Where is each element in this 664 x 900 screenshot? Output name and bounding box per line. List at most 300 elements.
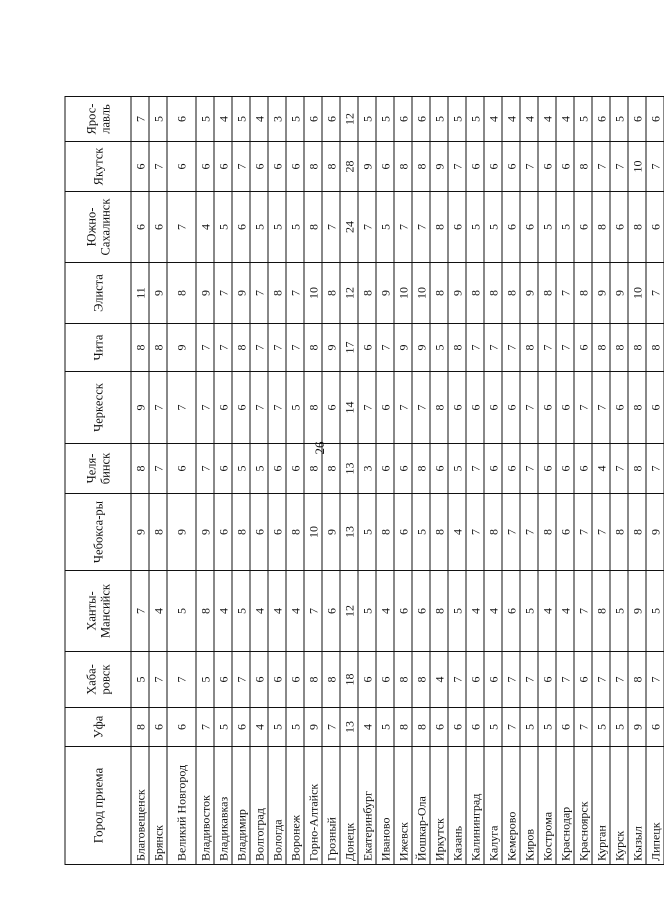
table-row: [358, 97, 376, 865]
value-cell: 5: [232, 571, 250, 652]
value-cell: 10: [628, 263, 646, 324]
table-row: [167, 97, 196, 865]
value-cell: 4: [250, 97, 268, 142]
value-cell: 5: [376, 192, 394, 263]
city-cell: Волгоград: [250, 747, 268, 865]
value-cell: 7: [484, 324, 502, 372]
value-cell: 7: [574, 494, 592, 571]
value-cell: 6: [376, 444, 394, 494]
value-cell: 10: [304, 263, 322, 324]
city-cell: Курган: [592, 747, 610, 865]
city-cell: Иркутск: [430, 747, 448, 865]
value-cell: 6: [466, 372, 484, 444]
value-cell: 9: [196, 263, 214, 324]
value-cell: 8: [412, 444, 430, 494]
value-cell: 7: [502, 652, 520, 708]
value-cell: 6: [322, 571, 340, 652]
value-cell: 9: [610, 263, 628, 324]
value-cell: 6: [556, 142, 574, 192]
value-cell: 9: [232, 263, 250, 324]
value-cell: 7: [322, 192, 340, 263]
value-cell: 8: [574, 263, 592, 324]
value-cell: 6: [322, 372, 340, 444]
value-cell: 13: [340, 494, 358, 571]
value-cell: 12: [340, 263, 358, 324]
value-cell: 7: [412, 192, 430, 263]
value-cell: 8: [592, 324, 610, 372]
city-cell: Кызыл: [628, 747, 646, 865]
city-cell: Владикавказ: [214, 747, 232, 865]
value-cell: 9: [322, 494, 340, 571]
value-cell: 17: [340, 324, 358, 372]
value-cell: 6: [538, 142, 556, 192]
value-cell: 6: [646, 708, 664, 747]
value-cell: 6: [412, 97, 430, 142]
value-cell: 8: [149, 324, 167, 372]
value-cell: 7: [149, 444, 167, 494]
value-cell: 9: [646, 494, 664, 571]
value-cell: 6: [167, 142, 196, 192]
table-row: [592, 97, 610, 865]
value-cell: 8: [430, 571, 448, 652]
value-cell: 9: [149, 263, 167, 324]
value-cell: 5: [196, 97, 214, 142]
value-cell: 7: [394, 372, 412, 444]
value-cell: 6: [646, 192, 664, 263]
value-cell: 8: [304, 324, 322, 372]
value-cell: 8: [286, 494, 304, 571]
value-cell: 9: [448, 263, 466, 324]
value-cell: 6: [394, 571, 412, 652]
value-cell: 6: [149, 708, 167, 747]
value-cell: 6: [214, 652, 232, 708]
table-row: [556, 97, 574, 865]
value-cell: 7: [610, 652, 628, 708]
table-row: [131, 97, 149, 865]
value-cell: 7: [214, 324, 232, 372]
city-cell: Владивосток: [196, 747, 214, 865]
value-cell: 5: [232, 444, 250, 494]
value-cell: 4: [376, 571, 394, 652]
city-cell: Курск: [610, 747, 628, 865]
value-cell: 5: [214, 192, 232, 263]
value-cell: 6: [149, 192, 167, 263]
value-cell: 6: [430, 444, 448, 494]
value-cell: 6: [556, 494, 574, 571]
value-cell: 6: [167, 444, 196, 494]
value-cell: 7: [268, 372, 286, 444]
value-cell: 7: [358, 192, 376, 263]
value-cell: 7: [646, 142, 664, 192]
value-cell: 6: [232, 192, 250, 263]
value-cell: 6: [376, 372, 394, 444]
value-cell: 7: [250, 263, 268, 324]
value-cell: 6: [167, 97, 196, 142]
value-cell: 8: [322, 444, 340, 494]
value-cell: 7: [232, 142, 250, 192]
value-cell: 7: [196, 372, 214, 444]
table-row: [610, 97, 628, 865]
column-header: Чита: [65, 324, 131, 372]
value-cell: 7: [592, 372, 610, 444]
value-cell: 8: [484, 263, 502, 324]
value-cell: 6: [592, 97, 610, 142]
value-cell: 6: [538, 444, 556, 494]
value-cell: 8: [149, 494, 167, 571]
value-cell: 8: [538, 494, 556, 571]
table-row: [376, 97, 394, 865]
value-cell: 7: [502, 708, 520, 747]
value-cell: 7: [556, 324, 574, 372]
value-cell: 6: [538, 652, 556, 708]
value-cell: 4: [358, 708, 376, 747]
value-cell: 9: [628, 708, 646, 747]
value-cell: 6: [448, 708, 466, 747]
value-cell: 9: [322, 324, 340, 372]
city-cell: Кострома: [538, 747, 556, 865]
value-cell: 4: [466, 571, 484, 652]
value-cell: 6: [286, 142, 304, 192]
city-cell: Йошкар-Ола: [412, 747, 430, 865]
value-cell: 6: [610, 192, 628, 263]
value-cell: 7: [131, 97, 149, 142]
value-cell: 12: [340, 97, 358, 142]
value-cell: 4: [448, 494, 466, 571]
city-cell: Вологда: [268, 747, 286, 865]
value-cell: 9: [430, 142, 448, 192]
city-cell: Иваново: [376, 747, 394, 865]
city-cell: Казань: [448, 747, 466, 865]
value-cell: 5: [430, 97, 448, 142]
value-cell: 6: [268, 142, 286, 192]
value-cell: 6: [502, 571, 520, 652]
value-cell: 8: [412, 142, 430, 192]
value-cell: 6: [358, 652, 376, 708]
column-header: Якутск: [65, 142, 131, 192]
value-cell: 10: [412, 263, 430, 324]
value-cell: 4: [592, 444, 610, 494]
value-cell: 7: [286, 324, 304, 372]
column-header: Ярос-лавль: [65, 97, 131, 142]
value-cell: 8: [430, 192, 448, 263]
value-cell: 6: [358, 324, 376, 372]
value-cell: 5: [149, 97, 167, 142]
value-cell: 7: [466, 494, 484, 571]
value-cell: 8: [430, 372, 448, 444]
column-header: Черкесск: [65, 372, 131, 444]
value-cell: 8: [628, 324, 646, 372]
value-cell: 8: [358, 263, 376, 324]
value-cell: 7: [556, 263, 574, 324]
city-cell: Краснодар: [556, 747, 574, 865]
value-cell: 7: [167, 372, 196, 444]
value-cell: 8: [322, 142, 340, 192]
value-cell: 6: [628, 97, 646, 142]
value-cell: 5: [574, 97, 592, 142]
value-cell: 8: [167, 263, 196, 324]
value-cell: 5: [520, 571, 538, 652]
value-cell: 8: [412, 652, 430, 708]
value-cell: 8: [520, 324, 538, 372]
table-row: [520, 97, 538, 865]
value-cell: 8: [628, 192, 646, 263]
value-cell: 5: [448, 571, 466, 652]
value-cell: 8: [466, 263, 484, 324]
value-cell: 7: [466, 324, 484, 372]
value-cell: 8: [394, 142, 412, 192]
city-cell: Воронеж: [286, 747, 304, 865]
table-row: [502, 97, 520, 865]
value-cell: 6: [520, 192, 538, 263]
value-cell: 7: [167, 652, 196, 708]
value-cell: 6: [484, 652, 502, 708]
value-cell: 5: [232, 97, 250, 142]
value-cell: 24: [340, 192, 358, 263]
city-cell: Горно-Алтайск: [304, 747, 322, 865]
value-cell: 7: [149, 372, 167, 444]
value-cell: 7: [376, 324, 394, 372]
value-cell: 7: [574, 571, 592, 652]
value-cell: 8: [484, 494, 502, 571]
table-row: [574, 97, 592, 865]
value-cell: 6: [574, 324, 592, 372]
column-header: Чебокса-ры: [65, 494, 131, 571]
value-cell: 7: [412, 372, 430, 444]
value-cell: 7: [131, 571, 149, 652]
value-cell: 8: [610, 494, 628, 571]
value-cell: 6: [376, 142, 394, 192]
column-header: Южно-Сахалинск: [65, 192, 131, 263]
city-cell: Владимир: [232, 747, 250, 865]
rotated-table-container: [64, 97, 662, 865]
table-header-row: [65, 97, 131, 865]
value-cell: 8: [304, 192, 322, 263]
value-cell: 6: [394, 97, 412, 142]
value-cell: 8: [304, 444, 322, 494]
value-cell: 6: [214, 494, 232, 571]
value-cell: 6: [466, 708, 484, 747]
value-cell: 8: [628, 494, 646, 571]
table-row: [232, 97, 250, 865]
city-cell: Грозный: [322, 747, 340, 865]
column-header: Хаба-ровск: [65, 652, 131, 708]
value-cell: 5: [538, 192, 556, 263]
value-cell: 7: [646, 652, 664, 708]
value-cell: 8: [592, 571, 610, 652]
value-cell: 6: [412, 571, 430, 652]
value-cell: 5: [556, 192, 574, 263]
value-cell: 9: [520, 263, 538, 324]
value-cell: 6: [131, 142, 149, 192]
value-cell: 8: [196, 571, 214, 652]
city-cell: Донецк: [340, 747, 358, 865]
value-cell: 6: [466, 142, 484, 192]
value-cell: 5: [250, 192, 268, 263]
value-cell: 9: [592, 263, 610, 324]
value-cell: 6: [214, 142, 232, 192]
value-cell: 7: [520, 494, 538, 571]
value-cell: 4: [484, 97, 502, 142]
value-cell: 8: [322, 652, 340, 708]
value-cell: 5: [610, 571, 628, 652]
value-cell: 6: [610, 372, 628, 444]
value-cell: 4: [520, 97, 538, 142]
page-number: 26: [312, 441, 327, 455]
value-cell: 9: [167, 494, 196, 571]
value-cell: 8: [232, 324, 250, 372]
value-cell: 8: [592, 192, 610, 263]
value-cell: 7: [196, 444, 214, 494]
value-cell: 3: [268, 97, 286, 142]
city-cell: Липецк: [646, 747, 664, 865]
value-cell: 4: [286, 571, 304, 652]
value-cell: 7: [610, 444, 628, 494]
column-header: Элиста: [65, 263, 131, 324]
value-cell: 8: [574, 142, 592, 192]
value-cell: 5: [412, 494, 430, 571]
table-row: [196, 97, 214, 865]
value-cell: 8: [610, 324, 628, 372]
value-cell: 11: [131, 263, 149, 324]
value-cell: 5: [430, 324, 448, 372]
value-cell: 9: [394, 324, 412, 372]
value-cell: 9: [304, 708, 322, 747]
value-cell: 9: [358, 142, 376, 192]
value-cell: 7: [250, 324, 268, 372]
value-cell: 7: [646, 263, 664, 324]
value-cell: 8: [131, 444, 149, 494]
value-cell: 6: [502, 192, 520, 263]
value-cell: 6: [268, 652, 286, 708]
value-cell: 6: [466, 652, 484, 708]
value-cell: 7: [214, 263, 232, 324]
city-cell: Красноярск: [574, 747, 592, 865]
value-cell: 4: [214, 97, 232, 142]
value-cell: 8: [394, 652, 412, 708]
value-cell: 8: [304, 372, 322, 444]
value-cell: 9: [196, 494, 214, 571]
value-cell: 4: [250, 708, 268, 747]
value-cell: 6: [448, 372, 466, 444]
value-cell: 10: [394, 263, 412, 324]
value-cell: 5: [286, 708, 304, 747]
value-cell: 5: [268, 708, 286, 747]
value-cell: 6: [538, 372, 556, 444]
value-cell: 6: [322, 97, 340, 142]
value-cell: 6: [574, 444, 592, 494]
value-cell: 6: [214, 444, 232, 494]
value-cell: 6: [502, 372, 520, 444]
value-cell: 6: [167, 708, 196, 747]
value-cell: 5: [610, 97, 628, 142]
city-cell: Великий Новгород: [167, 747, 196, 865]
value-cell: 8: [628, 444, 646, 494]
value-cell: 7: [232, 652, 250, 708]
value-cell: 5: [484, 192, 502, 263]
value-cell: 7: [610, 142, 628, 192]
value-cell: 7: [592, 494, 610, 571]
value-cell: 5: [250, 444, 268, 494]
distance-table: [64, 96, 664, 865]
value-cell: 7: [268, 324, 286, 372]
value-cell: 6: [556, 372, 574, 444]
table-row: [340, 97, 358, 865]
value-cell: 4: [502, 97, 520, 142]
value-cell: 7: [448, 142, 466, 192]
value-cell: 6: [484, 372, 502, 444]
value-cell: 7: [556, 652, 574, 708]
value-cell: 5: [466, 97, 484, 142]
value-cell: 7: [167, 192, 196, 263]
city-cell: Калининград: [466, 747, 484, 865]
table-row: [646, 97, 664, 865]
value-cell: 7: [196, 324, 214, 372]
value-cell: 8: [268, 263, 286, 324]
value-cell: 8: [448, 324, 466, 372]
value-cell: 7: [196, 708, 214, 747]
value-cell: 7: [538, 324, 556, 372]
value-cell: 8: [394, 708, 412, 747]
city-cell: Брянск: [149, 747, 167, 865]
table-row: [286, 97, 304, 865]
value-cell: 8: [131, 708, 149, 747]
value-cell: 5: [358, 571, 376, 652]
value-cell: 5: [376, 97, 394, 142]
value-cell: 7: [286, 263, 304, 324]
value-cell: 7: [250, 372, 268, 444]
value-cell: 6: [250, 494, 268, 571]
city-cell: Ижевск: [394, 747, 412, 865]
value-cell: 6: [574, 652, 592, 708]
table-row: [394, 97, 412, 865]
value-cell: 8: [412, 708, 430, 747]
value-cell: 10: [628, 142, 646, 192]
value-cell: 18: [340, 652, 358, 708]
city-cell: Екатеринбург: [358, 747, 376, 865]
table-body: [131, 97, 664, 865]
value-cell: 6: [502, 444, 520, 494]
value-cell: 6: [484, 142, 502, 192]
value-cell: 5: [646, 571, 664, 652]
value-cell: 4: [149, 571, 167, 652]
table-row: [149, 97, 167, 865]
value-cell: 5: [520, 708, 538, 747]
value-cell: 6: [286, 652, 304, 708]
value-cell: 8: [628, 372, 646, 444]
value-cell: 6: [376, 652, 394, 708]
value-cell: 6: [646, 97, 664, 142]
value-cell: 7: [520, 372, 538, 444]
value-cell: 7: [574, 708, 592, 747]
value-cell: 5: [167, 571, 196, 652]
value-cell: 8: [322, 263, 340, 324]
value-cell: 4: [250, 571, 268, 652]
value-cell: 6: [448, 192, 466, 263]
value-cell: 7: [149, 652, 167, 708]
value-cell: 6: [250, 142, 268, 192]
value-cell: 8: [502, 263, 520, 324]
value-cell: 9: [412, 324, 430, 372]
value-cell: 9: [628, 571, 646, 652]
value-cell: 8: [538, 263, 556, 324]
value-cell: 6: [556, 708, 574, 747]
value-cell: 7: [149, 142, 167, 192]
city-cell: Киров: [520, 747, 538, 865]
value-cell: 7: [574, 372, 592, 444]
value-cell: 5: [286, 372, 304, 444]
value-cell: 6: [268, 444, 286, 494]
value-cell: 6: [430, 708, 448, 747]
